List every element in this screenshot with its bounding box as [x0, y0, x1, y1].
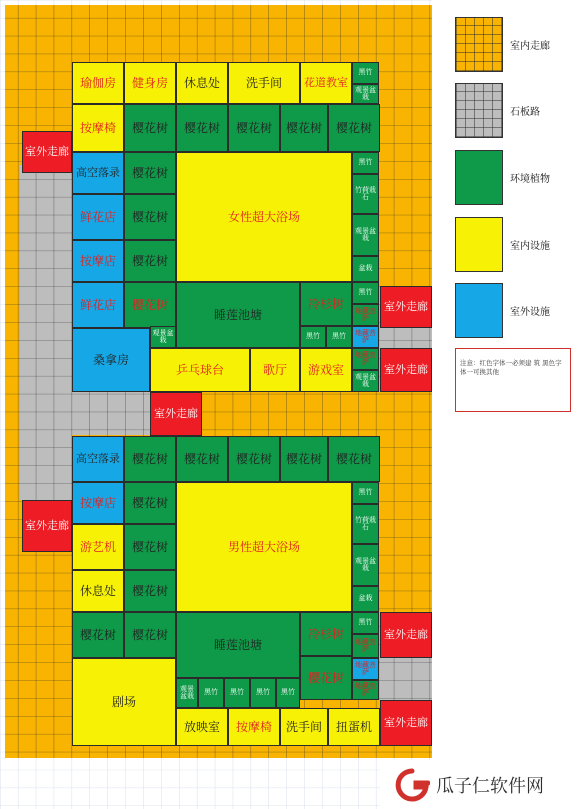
room-wash-bottom-label: 洗手间 [285, 719, 322, 734]
room-male-bath-label: 男性超大浴场 [227, 539, 300, 554]
plant-sakura-t2-label: 樱花树 [183, 120, 220, 135]
plant-sakura-b2-label: 樱花树 [183, 451, 220, 466]
legend-corridor [455, 17, 580, 77]
plant-side-s11 [352, 586, 379, 612]
room-arts [72, 524, 124, 570]
plant-bamboo-top-label: 黑竹 [358, 68, 373, 77]
legend-swatch [455, 150, 503, 205]
plant-side-s8 [352, 504, 379, 544]
plant-sakura-bb3 [300, 656, 352, 700]
room-sauna [72, 328, 150, 392]
room-flower-shop-1 [72, 194, 124, 240]
plant-side-s9 [352, 544, 379, 586]
room-wash-top-label: 洗手间 [245, 75, 282, 90]
plant-sakura-b4-label: 樱花树 [285, 451, 322, 466]
room-skyfall-top [72, 152, 124, 194]
plant-bamboo-b4-label: 黑竹 [281, 688, 295, 697]
legend-outdoor [455, 283, 580, 343]
plant-sakura-bb2 [124, 612, 176, 658]
plant-bonsai-top-label: 观景盆栽 [355, 85, 376, 101]
plant-side-s5 [352, 152, 379, 174]
plant-side-s10-label: 黑竹 [358, 618, 373, 627]
room-skyfall-bottom-label: 高空落录 [76, 452, 120, 466]
plant-sakura-t5-label: 樱花树 [335, 120, 372, 135]
room-flower-shop-2 [72, 282, 124, 328]
plant-lotus-top-label: 睡莲池塘 [213, 307, 262, 322]
plant-stone-b3-label: 地藏菩萨 [355, 681, 376, 697]
room-pingpong [150, 348, 250, 392]
plant-fir-bottom-label: 冷杉树 [307, 626, 344, 641]
plant-bonsai-top [352, 84, 379, 104]
plant-side-s9-label: 观景盆栽 [355, 556, 376, 572]
plant-side-s1-label: 盆栽 [358, 264, 373, 273]
plant-sakura-t3-label: 樱花树 [235, 120, 272, 135]
legend-swatch [455, 17, 503, 72]
room-massage-shop-bottom-label: 按摩店 [79, 495, 116, 510]
room-skyfall-bottom [72, 436, 124, 482]
plant-sakura-l2-label: 樱花树 [131, 209, 168, 224]
plant-bonsai-b [176, 678, 198, 708]
plant-side-s1 [352, 256, 379, 282]
plant-bamboo-b2 [224, 678, 250, 708]
room-rest-bottom-label: 休息处 [79, 583, 116, 598]
plant-stone-m-label: 地藏菩萨 [355, 328, 376, 344]
room-female-bath [176, 152, 352, 282]
plant-sakura-t4 [280, 104, 328, 152]
room-gym-label: 健身房 [131, 75, 168, 90]
room-female-bath-label: 女性超大浴场 [227, 209, 300, 224]
plant-lotus-top [176, 282, 300, 348]
room-gacha [328, 708, 380, 746]
room-yoga [72, 62, 124, 104]
plant-sakura-bl3 [124, 570, 176, 612]
plant-stone-m [352, 326, 379, 348]
plant-sakura-b1 [124, 436, 176, 482]
room-rest-bottom [72, 570, 124, 612]
plant-sakura-l1 [124, 152, 176, 194]
room-theater [72, 658, 176, 746]
plant-sakura-b3-label: 樱花树 [235, 451, 272, 466]
plant-bonsai-m-label: 观景盆栽 [152, 328, 174, 344]
plant-lotus-bottom [176, 612, 300, 678]
plant-sakura-l1-label: 樱花树 [131, 165, 168, 180]
legend-label: 环境植物 [510, 174, 550, 185]
plant-sakura-t4-label: 樱花树 [285, 120, 322, 135]
plant-side-s3-label: 观景盆栽 [355, 226, 376, 242]
plant-sakura-l3 [124, 240, 176, 282]
legend-swatch [455, 283, 503, 338]
room-lounge-label: 歌厅 [262, 362, 287, 377]
room-gacha-label: 扭蛋机 [335, 719, 372, 734]
plant-stone-b2-label: 地藏菩萨 [355, 660, 376, 676]
room-massage-shop-top [72, 240, 124, 282]
watermark-text: 瓜子仁软件网 [436, 775, 544, 797]
room-pingpong-label: 乒乓球台 [175, 362, 224, 377]
room-cinema [176, 708, 228, 746]
outdoor-corridor-3-label: 室外走廊 [384, 363, 428, 377]
plant-sakura-bl2-label: 樱花树 [131, 539, 168, 554]
plant-sakura-bl3-label: 樱花树 [131, 583, 168, 598]
outdoor-corridor-5 [22, 500, 72, 552]
plant-bamboo-b3 [250, 678, 276, 708]
room-game-room [300, 348, 352, 392]
legend-swatch [455, 83, 503, 138]
plant-bamboo-b1-label: 黑竹 [204, 688, 218, 697]
room-skyfall-top-label: 高空落录 [76, 166, 120, 180]
plant-side-s8-label: 竹荷栽石 [355, 515, 376, 531]
plant-sakura-l2 [124, 194, 176, 240]
room-massage-chair-bottom-label: 按摩椅 [235, 719, 272, 734]
plant-bonsai-m2-label: 观景盆栽 [355, 372, 376, 388]
note-box: 注意：红色字体一必须建 筑 黑色字体一可换其他 [455, 348, 571, 412]
plant-stone-m2-label: 地藏菩萨 [355, 350, 376, 366]
room-rest-top [176, 62, 228, 104]
outdoor-corridor-4-label: 室外走廊 [154, 407, 198, 421]
plant-sakura-b2 [176, 436, 228, 482]
plant-sakura-bl2 [124, 524, 176, 570]
plant-sakura-bl1 [124, 482, 176, 524]
plant-bamboo-top [352, 62, 379, 84]
plant-sakura-t3 [228, 104, 280, 152]
plant-sakura-bl1-label: 樱花树 [131, 495, 168, 510]
room-sauna-label: 桑拿房 [92, 352, 129, 367]
plant-side-s6 [352, 482, 379, 504]
plant-stone-m2 [352, 348, 379, 370]
room-game-room-label: 游戏室 [307, 362, 344, 377]
plant-stone-b3 [352, 680, 379, 700]
plant-sakura-t1 [124, 104, 176, 152]
plant-bamboo-m2-label: 黑竹 [306, 332, 320, 341]
plant-bonsai-m2 [352, 370, 379, 392]
plant-side-s2-label: 竹荷栽石 [355, 185, 376, 201]
plant-bamboo-b2-label: 黑竹 [230, 688, 244, 697]
legend-stone [455, 83, 580, 143]
legend-swatch [455, 217, 503, 272]
plant-bonsai-m [150, 326, 176, 348]
plant-sakura-bb1-label: 樱花树 [79, 627, 116, 642]
plant-sakura-b5 [328, 436, 380, 482]
room-rest-top-label: 休息处 [183, 75, 220, 90]
room-theater-label: 剧场 [111, 694, 136, 709]
outdoor-corridor-2 [380, 286, 432, 328]
plant-sakura-l4-label: 樱花树 [131, 297, 168, 312]
room-flower-class-label: 花道教室 [304, 76, 348, 90]
plant-sakura-b4 [280, 436, 328, 482]
room-flower-shop-2-label: 鲜花店 [79, 297, 116, 312]
room-wash-top [228, 62, 300, 104]
room-massage-chair-bottom [228, 708, 280, 746]
outdoor-corridor-7 [380, 700, 432, 746]
outdoor-corridor-2-label: 室外走廊 [384, 300, 428, 314]
legend-label: 室内设施 [510, 241, 550, 252]
plant-sakura-bb3-label: 樱花树 [307, 670, 344, 685]
room-wash-bottom [280, 708, 328, 746]
legend-label: 石板路 [510, 107, 540, 118]
plant-ginkgo-b1-label: 地藏菩萨 [355, 637, 376, 653]
plant-sakura-t2 [176, 104, 228, 152]
plant-bonsai-b-label: 观景盆栽 [180, 684, 194, 700]
room-arts-label: 游艺机 [79, 539, 116, 554]
plant-bamboo-m3 [326, 326, 352, 348]
outdoor-corridor-1-label: 室外走廊 [25, 145, 69, 159]
room-massage-shop-top-label: 按摩店 [79, 253, 116, 268]
room-massage-shop-bottom [72, 482, 124, 524]
plant-lotus-bottom-label: 睡莲池塘 [213, 637, 262, 652]
plant-bamboo-m2 [300, 326, 326, 348]
room-male-bath [176, 482, 352, 612]
plant-bamboo-b1 [198, 678, 224, 708]
plant-bamboo-m1-label: 黑竹 [358, 288, 373, 297]
plant-stone-b2 [352, 658, 379, 680]
outdoor-corridor-4 [150, 392, 202, 436]
outdoor-corridor-3 [380, 348, 432, 392]
outdoor-corridor-7-label: 室外走廊 [384, 716, 428, 730]
plant-side-s3 [352, 214, 379, 256]
plant-sakura-bb1 [72, 612, 124, 658]
plant-bamboo-m1 [352, 282, 379, 304]
room-massage-chair-top [72, 104, 124, 152]
legend-facility [455, 217, 580, 277]
plant-sakura-t5 [328, 104, 380, 152]
plant-side-s6-label: 黑竹 [358, 488, 373, 497]
plant-bamboo-b4 [276, 678, 300, 708]
plant-fir-bottom [300, 612, 352, 656]
plant-ginkgo-b1 [352, 634, 379, 658]
outdoor-corridor-1 [22, 131, 72, 173]
plant-bamboo-m3-label: 黑竹 [332, 332, 346, 341]
plant-sakura-b1-label: 樱花树 [131, 451, 168, 466]
plant-ginkgo-m1-label: 地藏菩萨 [355, 306, 376, 322]
plant-side-s11-label: 盆栽 [358, 594, 373, 603]
plant-fir-top [300, 282, 352, 326]
room-gym [124, 62, 176, 104]
plant-sakura-bb2-label: 樱花树 [131, 627, 168, 642]
room-cinema-label: 放映室 [183, 719, 220, 734]
watermark-logo-icon [394, 767, 430, 803]
legend-plant [455, 150, 580, 210]
plant-sakura-t1-label: 樱花树 [131, 120, 168, 135]
outdoor-corridor-6-label: 室外走廊 [384, 628, 428, 642]
room-massage-chair-top-label: 按摩椅 [79, 120, 116, 135]
watermark [380, 760, 580, 809]
plant-fir-top-label: 冷杉树 [307, 296, 344, 311]
room-flower-shop-1-label: 鲜花店 [79, 209, 116, 224]
plant-sakura-b5-label: 樱花树 [335, 451, 372, 466]
legend-label: 室外设施 [510, 307, 550, 318]
room-yoga-label: 瑜伽房 [79, 75, 116, 90]
plant-bamboo-b3-label: 黑竹 [256, 688, 270, 697]
plant-sakura-l4 [124, 282, 176, 328]
room-lounge [250, 348, 300, 392]
outdoor-corridor-6 [380, 612, 432, 658]
room-flower-class [300, 62, 352, 104]
legend-label: 室内走廊 [510, 41, 550, 52]
plant-side-s2 [352, 174, 379, 214]
plant-ginkgo-m1 [352, 304, 379, 326]
plant-sakura-l3-label: 樱花树 [131, 253, 168, 268]
plant-side-s5-label: 黑竹 [358, 158, 373, 167]
outdoor-corridor-5-label: 室外走廊 [25, 519, 69, 533]
plant-sakura-b3 [228, 436, 280, 482]
plant-side-s10 [352, 612, 379, 634]
